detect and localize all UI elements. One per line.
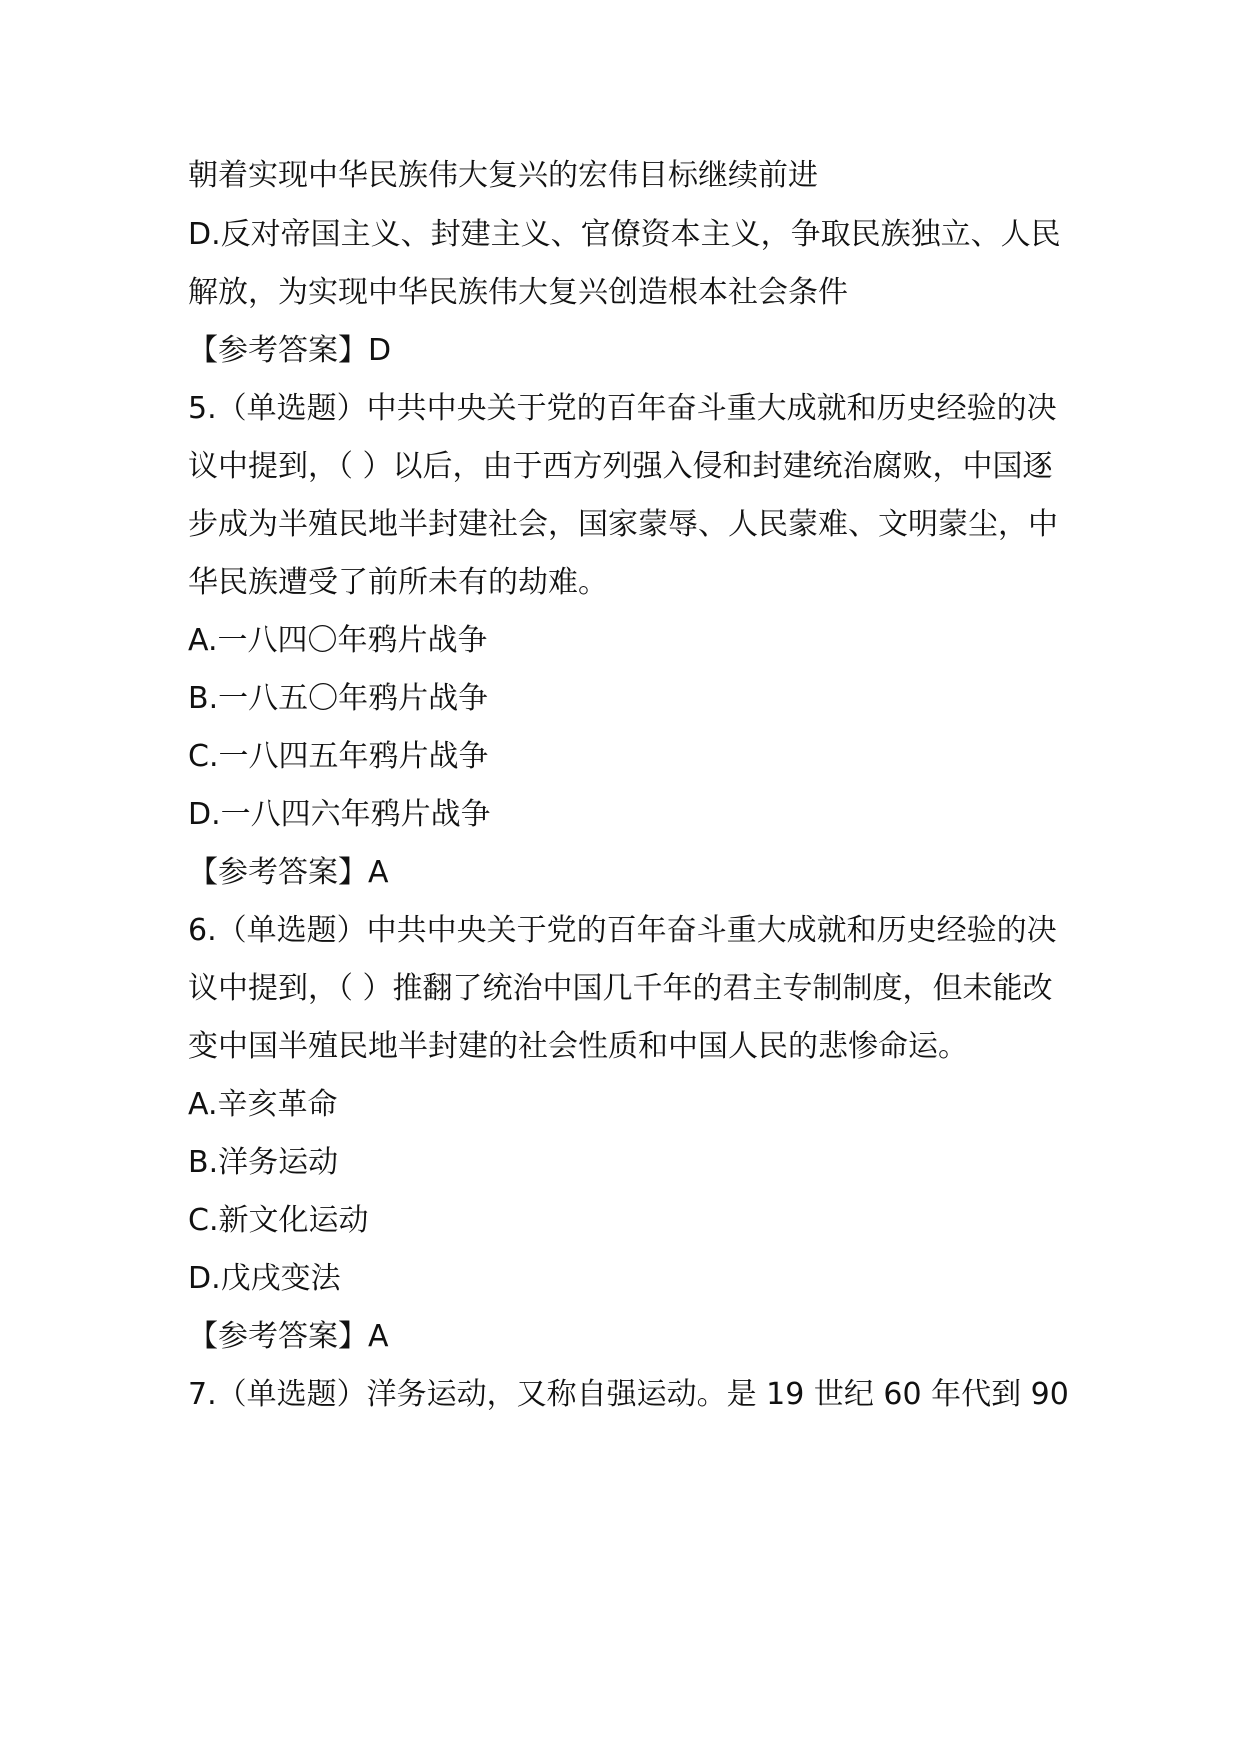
q5-stem-line-3: 步成为半殖民地半封建社会，国家蒙辱、人民蒙难、文明蒙尘，中 bbox=[188, 507, 1058, 542]
q6-stem-line-1: 6.（单选题）中共中央关于党的百年奋斗重大成就和历史经验的决 bbox=[188, 913, 1057, 948]
text-line-continuation: 朝着实现中华民族伟大复兴的宏伟目标继续前进 bbox=[188, 158, 818, 193]
q4-answer: 【参考答案】D bbox=[188, 333, 392, 368]
q5-option-b: B.一八五〇年鸦片战争 bbox=[188, 681, 489, 716]
q6-stem-line-2: 议中提到，（ ）推翻了统治中国几千年的君主专制制度，但未能改 bbox=[188, 971, 1053, 1006]
q5-stem-line-1: 5.（单选题）中共中央关于党的百年奋斗重大成就和历史经验的决 bbox=[188, 391, 1057, 426]
q4-option-d-line-1: D.反对帝国主义、封建主义、官僚资本主义，争取民族独立、人民 bbox=[188, 217, 1061, 252]
q5-option-d: D.一八四六年鸦片战争 bbox=[188, 797, 491, 832]
q5-stem-line-4: 华民族遭受了前所未有的劫难。 bbox=[188, 565, 608, 600]
q6-option-b: B.洋务运动 bbox=[188, 1145, 339, 1180]
q4-option-d-line-2: 解放，为实现中华民族伟大复兴创造根本社会条件 bbox=[188, 275, 848, 310]
q6-option-d: D.戊戌变法 bbox=[188, 1261, 341, 1296]
q6-stem-line-3: 变中国半殖民地半封建的社会性质和中国人民的悲惨命运。 bbox=[188, 1029, 968, 1064]
q6-option-c: C.新文化运动 bbox=[188, 1203, 369, 1238]
q5-option-c: C.一八四五年鸦片战争 bbox=[188, 739, 489, 774]
q6-answer: 【参考答案】A bbox=[188, 1319, 389, 1354]
q5-option-a: A.一八四〇年鸦片战争 bbox=[188, 623, 488, 658]
q7-stem-line-1: 7.（单选题）洋务运动，又称自强运动。是 19 世纪 60 年代到 90 bbox=[188, 1377, 1069, 1412]
q5-stem-line-2: 议中提到，（ ）以后，由于西方列强入侵和封建统治腐败，中国逐 bbox=[188, 449, 1053, 484]
q5-answer: 【参考答案】A bbox=[188, 855, 389, 890]
q6-option-a: A.辛亥革命 bbox=[188, 1087, 338, 1122]
